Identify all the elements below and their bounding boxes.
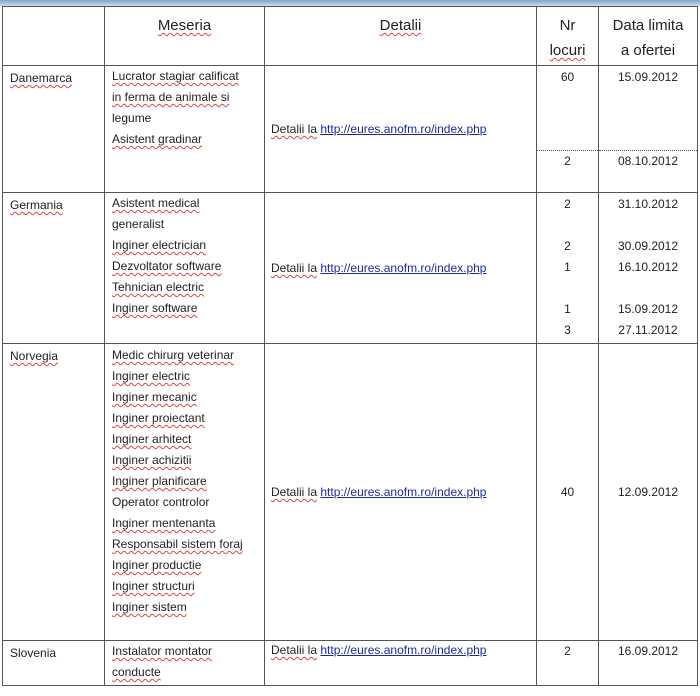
header-places: Nr locuri: [537, 7, 599, 66]
details-link[interactable]: http://eures.anofm.ro/index.php: [320, 643, 487, 657]
details-link[interactable]: http://eures.anofm.ro/index.php: [320, 485, 487, 499]
header-details: Detalii: [265, 7, 537, 66]
country-cell: Danemarca: [3, 66, 105, 193]
country-cell: Germania: [3, 193, 105, 344]
deadline-cell: 31.10.2012 30.09.2012 16.10.2012 15.09.2012 27.11.2012: [599, 193, 698, 344]
details-cell: Detalii la http://eures.anofm.ro/index.php: [265, 344, 537, 641]
table-row-norvegia: [3, 344, 698, 641]
details-link[interactable]: http://eures.anofm.ro/index.php: [320, 122, 487, 136]
deadline-cell: 15.09.2012 08.10.2012: [599, 66, 698, 193]
places-cell: 2: [537, 641, 599, 686]
table-row-danemarca: [3, 66, 698, 193]
places-cell: 40: [537, 344, 599, 641]
details-link[interactable]: http://eures.anofm.ro/index.php: [320, 261, 487, 275]
details-cell: Detalii la http://eures.anofm.ro/index.php: [265, 641, 537, 686]
details-cell: Detalii la http://eures.anofm.ro/index.php: [265, 66, 537, 193]
places-cell: 60 2: [537, 66, 599, 193]
country-cell: Norvegia: [3, 344, 105, 641]
table-row-germania: [3, 193, 698, 344]
country-cell: Slovenia: [3, 641, 105, 686]
profession-list: Medic chirurg veterinar Inginer electric Inginer mecanic Inginer proiectant Inginer arhitect Inginer achizitii Inginer planificare Operator controlor Inginer mentenanta Responsabil sistem foraj Inginer productie Inginer structuri Inginer sistem: [105, 344, 265, 641]
job-offers-table: [2, 6, 698, 686]
header-profession: Meseria: [105, 7, 265, 66]
header-country: [3, 7, 105, 66]
places-cell: 2 2 1 1 3: [537, 193, 599, 344]
deadline-cell: 16.09.2012: [599, 641, 698, 686]
profession-list: Lucrator stagiar calificat in ferma de animale si legume Asistent gradinar: [105, 66, 265, 193]
profession-list: Instalator montator conducte: [105, 641, 265, 686]
details-cell: Detalii la http://eures.anofm.ro/index.php: [265, 193, 537, 344]
header-deadline: Data limita a ofertei: [599, 7, 698, 66]
profession-list: Asistent medical generalist Inginer electrician Dezvoltator software Tehnician electric Inginer software: [105, 193, 265, 344]
table-row-slovenia: [3, 641, 698, 686]
header-row: [3, 7, 698, 66]
deadline-cell: 12.09.2012: [599, 344, 698, 641]
